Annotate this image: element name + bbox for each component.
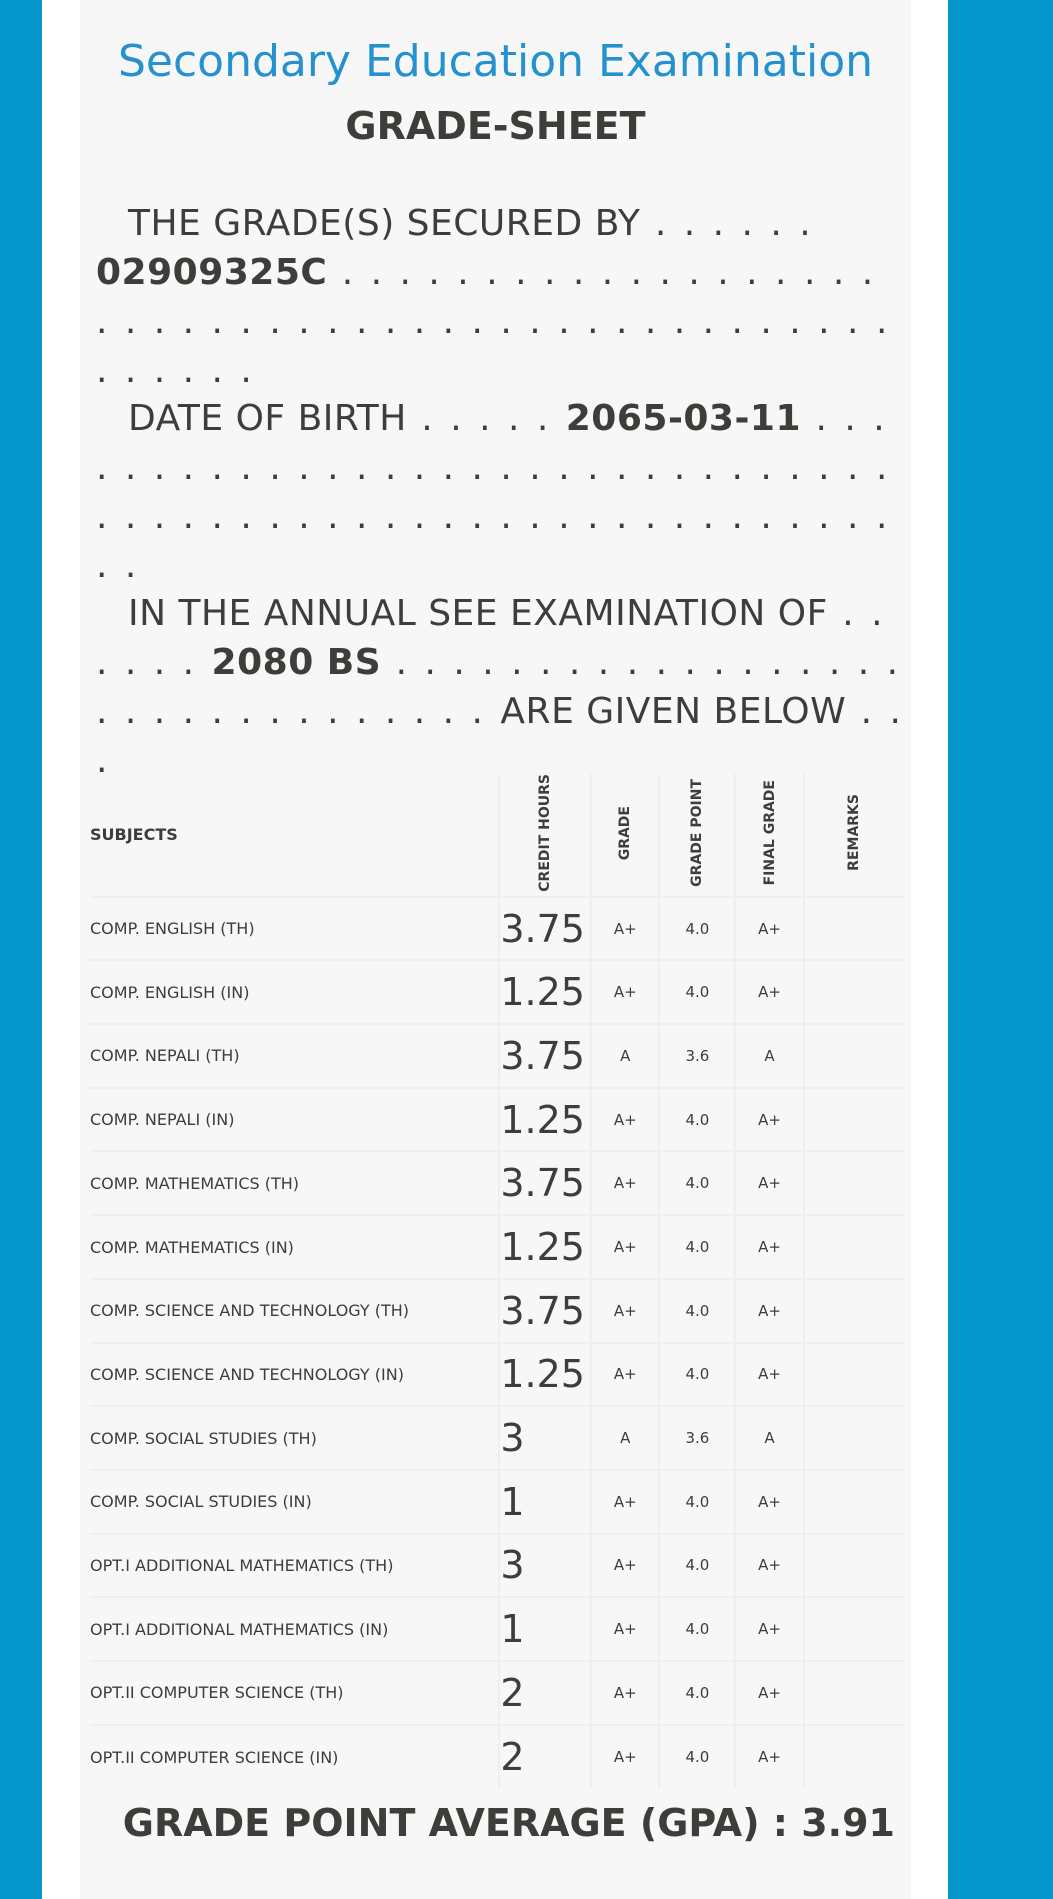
grade-cell: A+ [591,1215,659,1279]
credit-hours-cell: 1 [499,1597,591,1661]
sheet-subtitle: GRADE-SHEET [345,104,646,148]
remarks-cell [804,1151,904,1215]
header-grade-text: GRADE [617,805,634,861]
header-grade [591,774,659,897]
table-row [90,1597,904,1661]
grade-cell: A [591,1024,659,1088]
subject-cell: COMP. NEPALI (TH) [90,1024,499,1088]
table-row [90,1725,904,1789]
header-grade-point [659,774,735,897]
grade-cell: A+ [591,1279,659,1343]
grade-point-cell: 4.0 [659,1151,735,1215]
remarks-cell [804,1215,904,1279]
grade-point-cell: 4.0 [659,1661,735,1725]
header-final-grade [735,774,803,897]
final-grade-cell: A+ [735,1597,803,1661]
final-grade-cell: A+ [735,1470,803,1534]
header-remarks [804,774,904,897]
grade-cell: A+ [591,897,659,961]
grade-point-cell: 4.0 [659,1725,735,1789]
subject-cell: COMP. ENGLISH (IN) [90,960,499,1024]
credit-hours-cell: 1.25 [499,1088,591,1152]
grade-point-cell: 4.0 [659,960,735,1024]
final-grade-cell: A+ [735,1343,803,1407]
header-subjects: SUBJECTS [90,774,499,897]
grade-sheet [80,0,911,1899]
remarks-cell [804,1597,904,1661]
remarks-cell [804,1406,904,1470]
remarks-cell [804,1024,904,1088]
grade-cell: A+ [591,1725,659,1789]
gpa-line [123,1797,895,1849]
remarks-cell [804,1661,904,1725]
table-header-row [90,774,904,897]
grade-point-cell: 4.0 [659,897,735,961]
credit-hours-cell: 1.25 [499,960,591,1024]
exam-line [96,589,904,785]
subject-cell: COMP. SCIENCE AND TECHNOLOGY (IN) [90,1343,499,1407]
final-grade-cell: A+ [735,1725,803,1789]
header-remarks-text: REMARKS [846,794,863,872]
final-grade-cell: A+ [735,1151,803,1215]
remarks-cell [804,897,904,961]
table-row [90,1661,904,1725]
table-row [90,897,904,961]
date-of-birth-line [96,394,904,590]
subject-cell: OPT.II COMPUTER SCIENCE (TH) [90,1661,499,1725]
grade-point-cell: 4.0 [659,1215,735,1279]
table-row [90,1215,904,1279]
grade-cell: A+ [591,1088,659,1152]
table-row [90,960,904,1024]
table-row [90,1151,904,1215]
table-row [90,1470,904,1534]
credit-hours-cell: 3 [499,1534,591,1598]
credit-hours-cell: 2 [499,1661,591,1725]
dob-label: DATE OF BIRTH [128,398,407,439]
table-row [90,1406,904,1470]
subject-cell: OPT.I ADDITIONAL MATHEMATICS (TH) [90,1534,499,1598]
dot-leader: . . . . . [406,398,566,439]
remarks-cell [804,1470,904,1534]
final-grade-cell: A+ [735,897,803,961]
final-grade-cell: A+ [735,1661,803,1725]
grade-cell: A+ [591,1470,659,1534]
subject-cell: COMP. ENGLISH (TH) [90,897,499,961]
dot-leader: . . . . . . [96,593,886,683]
table-row [90,1534,904,1598]
final-grade-cell: A [735,1024,803,1088]
remarks-cell [804,1534,904,1598]
grades-table [90,774,904,1788]
grade-point-cell: 3.6 [659,1406,735,1470]
gpa-label: GRADE POINT AVERAGE (GPA) : [122,1801,788,1845]
symbol-number: 02909325C [96,252,328,293]
grade-cell: A [591,1406,659,1470]
subject-cell: COMP. NEPALI (IN) [90,1088,499,1152]
exam-label: IN THE ANNUAL SEE EXAMINATION OF [128,593,828,634]
table-row [90,1024,904,1088]
header-final-grade-text: FINAL GRADE [761,780,778,886]
header-credit-hours-text: CREDIT HOURS [537,774,554,892]
header-credit-hours [499,774,591,897]
grade-cell: A+ [591,1534,659,1598]
subject-cell: COMP. MATHEMATICS (TH) [90,1151,499,1215]
dot-leader: . . . . . . . . . . . . . . . . . . . . . . . . . . . . . . . . . . . . . . . . . . . . . . . . . . . . . [96,252,891,391]
subject-cell: OPT.II COMPUTER SCIENCE (IN) [90,1725,499,1789]
grade-point-cell: 4.0 [659,1597,735,1661]
credit-hours-cell: 1.25 [499,1343,591,1407]
credit-hours-cell: 3 [499,1406,591,1470]
grade-point-cell: 4.0 [659,1470,735,1534]
credit-hours-cell: 1.25 [499,1215,591,1279]
credit-hours-cell: 3.75 [499,1151,591,1215]
remarks-cell [804,960,904,1024]
credit-hours-cell: 2 [499,1725,591,1789]
secured-by-label: THE GRADE(S) SECURED BY [128,203,641,244]
remarks-cell [804,1725,904,1789]
grade-cell: A+ [591,1597,659,1661]
table-row [90,1088,904,1152]
table-row [90,1279,904,1343]
subject-cell: COMP. SOCIAL STUDIES (TH) [90,1406,499,1470]
grade-point-cell: 4.0 [659,1088,735,1152]
subject-cell: COMP. SCIENCE AND TECHNOLOGY (TH) [90,1279,499,1343]
credit-hours-cell: 3.75 [499,1024,591,1088]
credit-hours-cell: 3.75 [499,1279,591,1343]
final-grade-cell: A+ [735,1088,803,1152]
grade-cell: A+ [591,1661,659,1725]
date-of-birth: 2065-03-11 [565,398,802,439]
given-below-text: ARE GIVEN BELOW [500,691,847,732]
final-grade-cell: A [735,1406,803,1470]
remarks-cell [804,1279,904,1343]
exam-title: Secondary Education Examination [117,36,874,87]
table-row [90,1343,904,1407]
secured-by-line [96,199,904,395]
dot-leader: . . . [96,691,904,781]
credit-hours-cell: 1 [499,1470,591,1534]
dot-leader: . . . . . . . . . . . . . . . . . . . . . . . . . . . . . . . . . . . . . . . . . . . . . . . . . . . . . . . . . . . . . [96,398,891,586]
subject-cell: OPT.I ADDITIONAL MATHEMATICS (IN) [90,1597,499,1661]
exam-year: 2080 BS [211,642,382,683]
grade-point-cell: 4.0 [659,1279,735,1343]
final-grade-cell: A+ [735,1215,803,1279]
grade-point-cell: 4.0 [659,1343,735,1407]
header-grade-point-text: GRADE POINT [689,778,706,887]
gpa-value: 3.91 [801,1801,895,1845]
remarks-cell [804,1088,904,1152]
final-grade-cell: A+ [735,960,803,1024]
final-grade-cell: A+ [735,1279,803,1343]
dot-leader: . . . . . . . . . . . . . . . . . . . . . . . . . . . . . . . . [96,642,902,732]
dot-leader: . . . . . . [640,203,814,244]
grade-cell: A+ [591,1151,659,1215]
subject-cell: COMP. SOCIAL STUDIES (IN) [90,1470,499,1534]
grade-point-cell: 4.0 [659,1534,735,1598]
grade-cell: A+ [591,1343,659,1407]
final-grade-cell: A+ [735,1534,803,1598]
grade-cell: A+ [591,960,659,1024]
credit-hours-cell: 3.75 [499,897,591,961]
subject-cell: COMP. MATHEMATICS (IN) [90,1215,499,1279]
grade-point-cell: 3.6 [659,1024,735,1088]
remarks-cell [804,1343,904,1407]
